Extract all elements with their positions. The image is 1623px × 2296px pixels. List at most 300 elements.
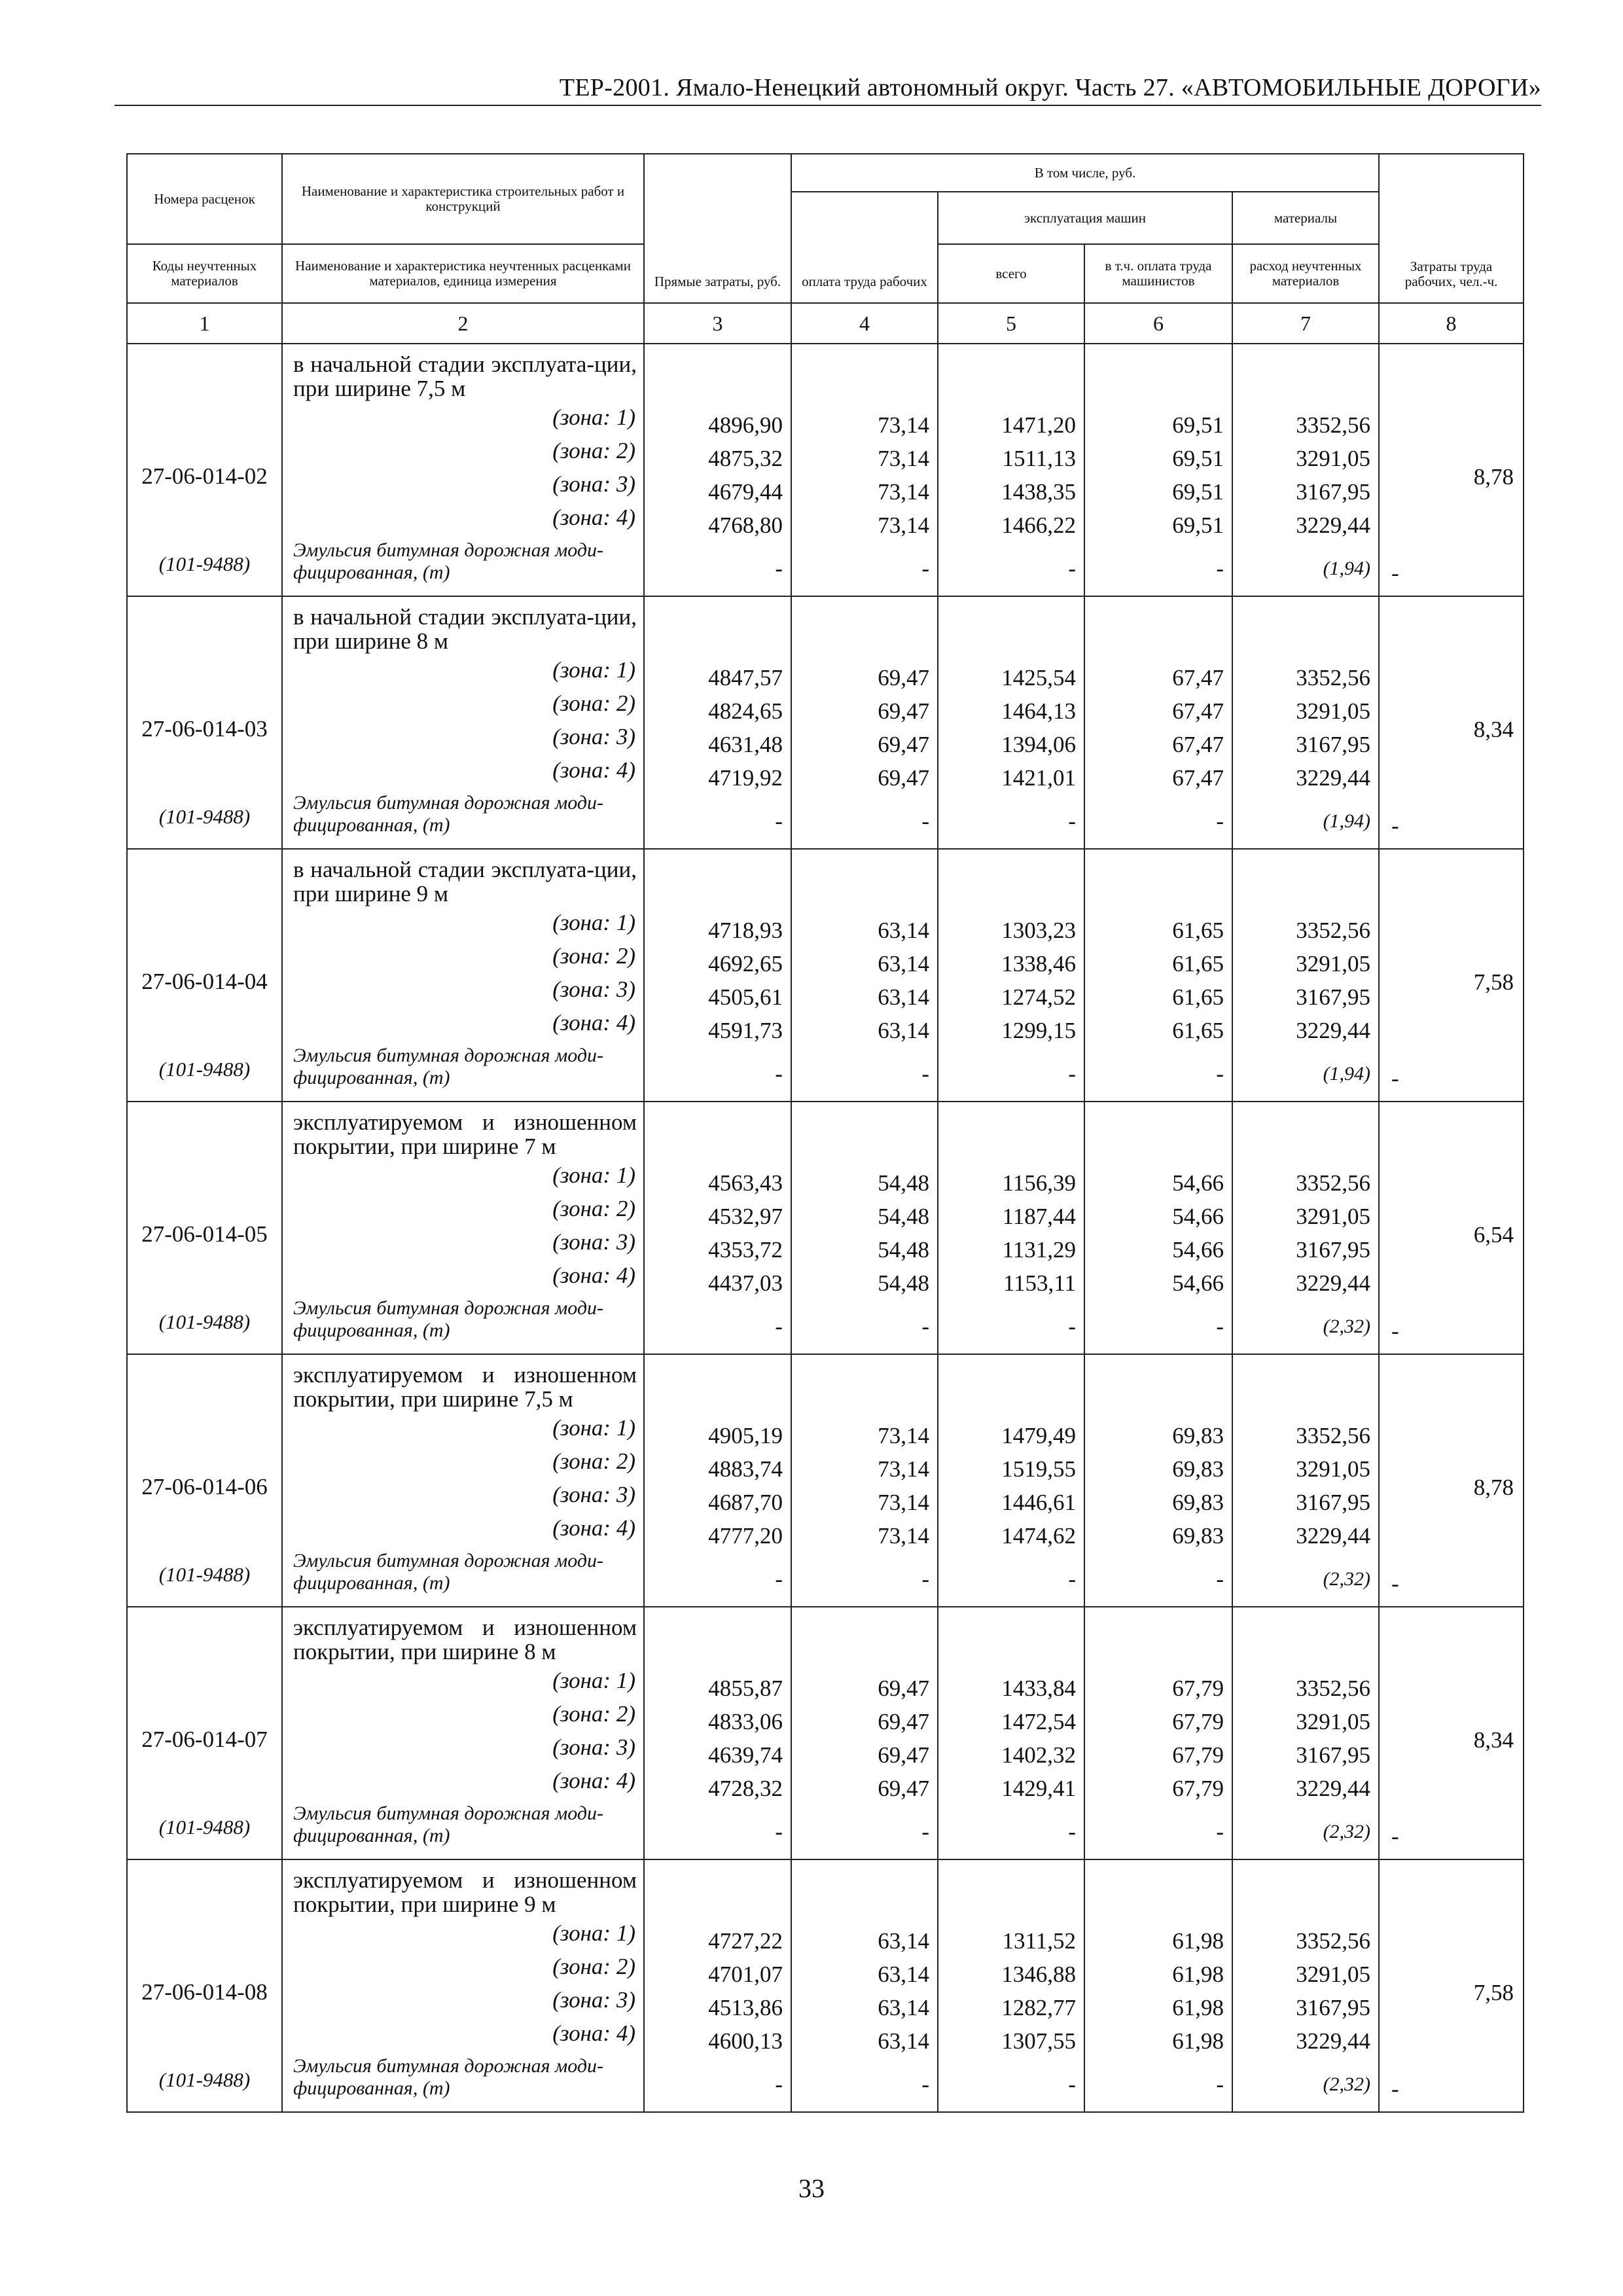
dash: - [775,808,783,834]
work-title: эксплуатируемом и изношенном покрытии, при ширине 9 м [293,1867,637,1917]
dash: - [1391,1318,1399,1344]
worker-pay-value: 69,47 [878,1776,929,1801]
direct-cost-value: 4532,97 [708,1204,783,1229]
dash: - [1216,808,1224,834]
material-code: (101-9488) [158,805,251,828]
header-col2-bottom: Наименование и характеристика неучтенных расценками материалов, единица измерения [282,244,644,303]
zone-label: (зона: 1) [552,1920,635,1946]
header-col1-top: Номера расценок [127,154,282,244]
zone-label: (зона: 2) [552,1448,635,1474]
machinist-pay-value: 67,47 [1172,665,1224,691]
worker-pay-value: 63,14 [878,984,929,1010]
machinist-pay-value: 61,65 [1172,1018,1224,1043]
labor-cost-value: 7,58 [1473,1980,1514,2005]
machinist-pay-value: 61,98 [1172,1962,1224,1987]
rate-code: 27-06-014-06 [141,1474,268,1499]
machinist-pay-cell [1084,1354,1232,1607]
dash: - [921,1819,929,1844]
dash: - [1068,556,1076,581]
direct-cost-value: 4687,70 [708,1490,783,1515]
zone-label: (зона: 3) [552,724,635,749]
worker-pay-cell [791,849,938,1102]
page-number: 33 [798,2174,825,2203]
worker-pay-cell [791,1102,938,1354]
rate-code-cell [127,344,282,596]
rate-code: 27-06-014-08 [141,1979,268,2005]
rate-entry-row [127,1354,1524,1607]
labor-cost-cell [1379,1102,1524,1354]
material-cost-value: 3352,56 [1296,412,1371,438]
rate-code: 27-06-014-03 [141,716,268,742]
zone-label: (зона: 2) [552,438,635,463]
material-cost-cell [1232,344,1379,596]
material-amount: (2,32) [1323,1568,1371,1590]
direct-cost-value: 4768,80 [708,512,783,538]
dash: - [1068,1819,1076,1844]
machine-cost-value: 1303,23 [1001,918,1076,943]
worker-pay-value: 69,47 [878,698,929,724]
worker-pay-value: 63,14 [878,1928,929,1954]
material-code: (101-9488) [158,2068,251,2091]
rate-code: 27-06-014-04 [141,969,268,994]
material-name: Эмульсия битумная дорожная моди-фицированная, (т) [293,2055,603,2099]
material-cost-cell [1232,1354,1379,1607]
labor-cost-value: 8,78 [1473,1475,1514,1500]
machinist-pay-cell [1084,344,1232,596]
machinist-pay-value: 61,65 [1172,951,1224,977]
machine-cost-value: 1446,61 [1001,1490,1076,1515]
machine-cost-value: 1156,39 [1002,1170,1076,1196]
column-number: 2 [282,303,644,344]
machine-cost-cell [938,596,1084,849]
machinist-pay-value: 69,83 [1172,1490,1224,1515]
material-cost-cell [1232,849,1379,1102]
material-cost-value: 3352,56 [1296,918,1371,943]
header-rule [115,105,1541,106]
column-number: 5 [938,303,1084,344]
direct-cost-value: 4896,90 [708,412,783,438]
machinist-pay-cell [1084,1859,1232,2112]
dash: - [921,556,929,581]
machine-cost-value: 1425,54 [1001,665,1076,691]
zone-label: (зона: 4) [552,1768,635,1793]
material-cost-value: 3229,44 [1296,1270,1371,1296]
machinist-pay-value: 61,98 [1172,2028,1224,2054]
zone-label: (зона: 3) [552,471,635,497]
labor-cost-value: 6,54 [1473,1222,1514,1247]
material-amount: (1,94) [1323,558,1371,579]
labor-cost-cell [1379,344,1524,596]
material-cost-value: 3291,05 [1296,446,1371,471]
machinist-pay-value: 61,98 [1172,1995,1224,2020]
column-number: 7 [1232,303,1379,344]
column-number: 1 [127,303,282,344]
worker-pay-value: 73,14 [878,1523,929,1549]
rate-code-cell [127,1102,282,1354]
direct-cost-value: 4847,57 [708,665,783,691]
work-description-cell [282,1607,644,1859]
table-body [127,344,1524,2112]
worker-pay-value: 63,14 [878,951,929,977]
machinist-pay-value: 69,51 [1172,479,1224,505]
zone-label: (зона: 2) [552,691,635,716]
column-number: 4 [791,303,938,344]
material-code: (101-9488) [158,1310,251,1333]
running-header: ТЕР-2001. Ямало-Ненецкий автономный округ. Часть 27. «АВТОМОБИЛЬНЫЕ ДОРОГИ» [559,74,1541,101]
direct-cost-cell [644,1859,791,2112]
direct-cost-value: 4639,74 [708,1742,783,1768]
material-name: Эмульсия битумная дорожная моди-фицированная, (т) [293,1803,603,1846]
machine-cost-value: 1299,15 [1001,1018,1076,1043]
work-description-cell [282,849,644,1102]
worker-pay-value: 73,14 [878,446,929,471]
dash: - [1391,813,1399,838]
worker-pay-cell [791,1607,938,1859]
machinist-pay-value: 67,79 [1172,1709,1224,1734]
material-cost-value: 3167,95 [1296,732,1371,757]
rate-entry-row [127,849,1524,1102]
dash: - [921,2072,929,2097]
machine-cost-cell [938,1354,1084,1607]
direct-cost-value: 4600,13 [708,2028,783,2054]
header-col6: в т.ч. оплата труда машинистов [1084,244,1232,303]
dash: - [775,556,783,581]
header-col4: оплата труда рабочих [791,192,938,303]
rate-code-cell [127,1859,282,2112]
rate-entry-row [127,1607,1524,1859]
worker-pay-value: 69,47 [878,765,929,791]
rate-code: 27-06-014-02 [141,463,268,489]
direct-cost-cell [644,596,791,849]
machine-cost-value: 1187,44 [1002,1204,1076,1229]
worker-pay-value: 73,14 [878,1456,929,1482]
rate-code-cell [127,849,282,1102]
machine-cost-value: 1307,55 [1001,2028,1076,2054]
rates-table [126,153,1524,2113]
material-name: Эмульсия битумная дорожная моди-фицированная, (т) [293,1045,603,1088]
machine-cost-cell [938,849,1084,1102]
labor-cost-value: 8,34 [1473,1727,1514,1753]
material-amount: (2,32) [1323,2073,1371,2095]
work-title: эксплуатируемом и изношенном покрытии, при ширине 7,5 м [293,1362,637,1412]
zone-label: (зона: 3) [552,1987,635,2013]
machinist-pay-value: 69,51 [1172,512,1224,538]
dash: - [1068,1061,1076,1086]
direct-cost-value: 4505,61 [708,984,783,1010]
column-number: 8 [1379,303,1524,344]
direct-cost-value: 4833,06 [708,1709,783,1734]
work-title: в начальной стадии эксплуата-ции, при ширине 8 м [293,604,637,654]
machine-cost-value: 1464,13 [1001,698,1076,724]
machine-cost-value: 1394,06 [1001,732,1076,757]
material-cost-value: 3229,44 [1296,1018,1371,1043]
direct-cost-value: 4679,44 [708,479,783,505]
material-cost-value: 3167,95 [1296,1995,1371,2020]
machine-cost-value: 1511,13 [1002,446,1076,471]
material-cost-value: 3352,56 [1296,1928,1371,1954]
dash: - [775,2072,783,2097]
rate-code-cell [127,1607,282,1859]
machinist-pay-value: 61,98 [1172,1928,1224,1954]
table-header [127,154,1524,344]
header-col3: Прямые затраты, руб. [644,154,791,303]
material-amount: (1,94) [1323,1063,1371,1085]
dash: - [775,1314,783,1339]
dash: - [1068,1566,1076,1592]
machine-cost-value: 1438,35 [1001,479,1076,505]
direct-cost-value: 4631,48 [708,732,783,757]
material-cost-value: 3352,56 [1296,1676,1371,1701]
dash: - [1391,2076,1399,2102]
zone-label: (зона: 4) [552,1263,635,1288]
machinist-pay-cell [1084,1102,1232,1354]
worker-pay-value: 73,14 [878,412,929,438]
rate-entry-row [127,596,1524,849]
direct-cost-value: 4353,72 [708,1237,783,1263]
material-name: Эмульсия битумная дорожная моди-фицированная, (т) [293,1550,603,1594]
material-cost-value: 3167,95 [1296,984,1371,1010]
worker-pay-cell [791,1354,938,1607]
zone-label: (зона: 3) [552,1734,635,1760]
rate-entry-row [127,1859,1524,2112]
labor-cost-cell [1379,1354,1524,1607]
zone-label: (зона: 2) [552,1954,635,1979]
machine-cost-value: 1466,22 [1001,512,1076,538]
worker-pay-value: 63,14 [878,1018,929,1043]
machinist-pay-value: 69,51 [1172,412,1224,438]
machine-cost-value: 1153,11 [1003,1270,1076,1296]
worker-pay-value: 63,14 [878,1962,929,1987]
column-numbers-row [127,303,1524,344]
material-amount: (1,94) [1323,810,1371,832]
material-cost-value: 3229,44 [1296,2028,1371,2054]
machine-cost-value: 1346,88 [1001,1962,1076,1987]
dash: - [1391,560,1399,586]
zone-label: (зона: 3) [552,1482,635,1507]
rate-entry-row [127,344,1524,596]
machinist-pay-value: 54,66 [1172,1270,1224,1296]
labor-cost-cell [1379,1607,1524,1859]
header-col1-bottom: Коды неучтенных материалов [127,244,282,303]
machinist-pay-value: 69,51 [1172,446,1224,471]
machine-cost-value: 1519,55 [1001,1456,1076,1482]
direct-cost-cell [644,1607,791,1859]
dash: - [1216,2072,1224,2097]
machinist-pay-cell [1084,849,1232,1102]
material-code: (101-9488) [158,1563,251,1586]
worker-pay-value: 54,48 [878,1237,929,1263]
header-materials: материалы [1232,192,1379,244]
header-col2-top: Наименование и характеристика строительных работ и конструкций [282,154,644,244]
header-col5: всего [938,244,1084,303]
machine-cost-value: 1471,20 [1001,412,1076,438]
direct-cost-value: 4437,03 [708,1270,783,1296]
dash: - [775,1061,783,1086]
machine-cost-value: 1421,01 [1001,765,1076,791]
worker-pay-value: 54,48 [878,1204,929,1229]
direct-cost-value: 4905,19 [708,1423,783,1448]
material-cost-value: 3291,05 [1296,1456,1371,1482]
machinist-pay-value: 54,66 [1172,1237,1224,1263]
rate-code-cell [127,1354,282,1607]
material-cost-value: 3291,05 [1296,1204,1371,1229]
header-machines: эксплуатация машин [938,192,1232,244]
worker-pay-value: 54,48 [878,1170,929,1196]
machine-cost-value: 1338,46 [1001,951,1076,977]
dash: - [1391,1823,1399,1849]
machine-cost-value: 1311,52 [1002,1928,1076,1954]
material-cost-cell [1232,1859,1379,2112]
machinist-pay-value: 67,79 [1172,1776,1224,1801]
material-cost-value: 3229,44 [1296,512,1371,538]
zone-label: (зона: 1) [552,1668,635,1693]
direct-cost-cell [644,344,791,596]
machinist-pay-value: 61,65 [1172,918,1224,943]
material-cost-value: 3352,56 [1296,665,1371,691]
zone-label: (зона: 1) [552,404,635,430]
machinist-pay-value: 54,66 [1172,1170,1224,1196]
direct-cost-value: 4591,73 [708,1018,783,1043]
machinist-pay-value: 61,65 [1172,984,1224,1010]
machinist-pay-value: 69,83 [1172,1456,1224,1482]
work-title: эксплуатируемом и изношенном покрытии, при ширине 8 м [293,1615,637,1664]
machinist-pay-cell [1084,1607,1232,1859]
labor-cost-cell [1379,596,1524,849]
dash: - [1216,1566,1224,1592]
labor-cost-value: 8,78 [1473,464,1514,490]
machinist-pay-value: 67,47 [1172,732,1224,757]
machinist-pay-value: 67,47 [1172,698,1224,724]
worker-pay-cell [791,596,938,849]
material-amount: (2,32) [1323,1316,1371,1337]
material-cost-value: 3229,44 [1296,765,1371,791]
work-description-cell [282,596,644,849]
material-cost-value: 3167,95 [1296,1490,1371,1515]
material-cost-value: 3291,05 [1296,698,1371,724]
dash: - [921,1061,929,1086]
direct-cost-cell [644,849,791,1102]
direct-cost-cell [644,1354,791,1607]
dash: - [921,808,929,834]
machine-cost-value: 1472,54 [1001,1709,1076,1734]
direct-cost-value: 4875,32 [708,446,783,471]
material-amount: (2,32) [1323,1821,1371,1842]
worker-pay-value: 63,14 [878,918,929,943]
work-title: эксплуатируемом и изношенном покрытии, при ширине 7 м [293,1109,637,1159]
direct-cost-value: 4727,22 [708,1928,783,1954]
direct-cost-value: 4718,93 [708,918,783,943]
dash: - [775,1819,783,1844]
machine-cost-cell [938,1607,1084,1859]
machinist-pay-value: 67,47 [1172,765,1224,791]
rate-entry-row [127,1102,1524,1354]
direct-cost-value: 4777,20 [708,1523,783,1549]
rate-code-cell [127,596,282,849]
material-cost-cell [1232,596,1379,849]
direct-cost-value: 4719,92 [708,765,783,791]
zone-label: (зона: 1) [552,657,635,683]
column-number: 6 [1084,303,1232,344]
worker-pay-value: 69,47 [878,665,929,691]
machine-cost-cell [938,1102,1084,1354]
worker-pay-value: 73,14 [878,512,929,538]
machinist-pay-value: 67,79 [1172,1676,1224,1701]
direct-cost-cell [644,1102,791,1354]
material-name: Эмульсия битумная дорожная моди-фицированная, (т) [293,539,603,583]
machine-cost-cell [938,344,1084,596]
direct-cost-value: 4692,65 [708,951,783,977]
machinist-pay-cell [1084,596,1232,849]
material-cost-value: 3291,05 [1296,951,1371,977]
direct-cost-value: 4728,32 [708,1776,783,1801]
zone-label: (зона: 2) [552,943,635,969]
material-cost-value: 3229,44 [1296,1523,1371,1549]
machine-cost-value: 1282,77 [1001,1995,1076,2020]
zone-label: (зона: 4) [552,505,635,530]
direct-cost-value: 4563,43 [708,1170,783,1196]
dash: - [1391,1066,1399,1091]
zone-label: (зона: 3) [552,1229,635,1255]
dash: - [1391,1571,1399,1596]
machine-cost-value: 1131,29 [1002,1237,1076,1263]
machine-cost-value: 1474,62 [1001,1523,1076,1549]
work-description-cell [282,344,644,596]
direct-cost-value: 4855,87 [708,1676,783,1701]
labor-cost-value: 8,34 [1473,717,1514,742]
direct-cost-value: 4513,86 [708,1995,783,2020]
worker-pay-cell [791,1859,938,2112]
worker-pay-value: 63,14 [878,2028,929,2054]
machine-cost-cell [938,1859,1084,2112]
machine-cost-value: 1402,32 [1001,1742,1076,1768]
dash: - [1216,1314,1224,1339]
worker-pay-value: 73,14 [878,479,929,505]
zone-label: (зона: 2) [552,1701,635,1727]
rate-code: 27-06-014-07 [141,1727,268,1752]
dash: - [775,1566,783,1592]
material-name: Эмульсия битумная дорожная моди-фицированная, (т) [293,792,603,836]
header-col7: расход неучтенных материалов [1232,244,1379,303]
work-description-cell [282,1102,644,1354]
machine-cost-value: 1479,49 [1001,1423,1076,1448]
work-description-cell [282,1354,644,1607]
worker-pay-value: 69,47 [878,1709,929,1734]
material-cost-value: 3291,05 [1296,1709,1371,1734]
dash: - [1216,556,1224,581]
material-cost-cell [1232,1607,1379,1859]
direct-cost-value: 4824,65 [708,698,783,724]
machine-cost-value: 1433,84 [1001,1676,1076,1701]
dash: - [921,1314,929,1339]
zone-label: (зона: 4) [552,2020,635,2046]
labor-cost-cell [1379,849,1524,1102]
material-code: (101-9488) [158,552,251,575]
dash: - [1216,1061,1224,1086]
machinist-pay-value: 54,66 [1172,1204,1224,1229]
work-description-cell [282,1859,644,2112]
worker-pay-value: 69,47 [878,732,929,757]
material-cost-value: 3352,56 [1296,1423,1371,1448]
zone-label: (зона: 4) [552,757,635,783]
dash: - [921,1566,929,1592]
worker-pay-value: 63,14 [878,1995,929,2020]
zone-label: (зона: 2) [552,1196,635,1221]
machinist-pay-value: 69,83 [1172,1423,1224,1448]
material-cost-value: 3167,95 [1296,479,1371,505]
zone-label: (зона: 4) [552,1515,635,1541]
labor-cost-cell [1379,1859,1524,2112]
material-cost-value: 3229,44 [1296,1776,1371,1801]
